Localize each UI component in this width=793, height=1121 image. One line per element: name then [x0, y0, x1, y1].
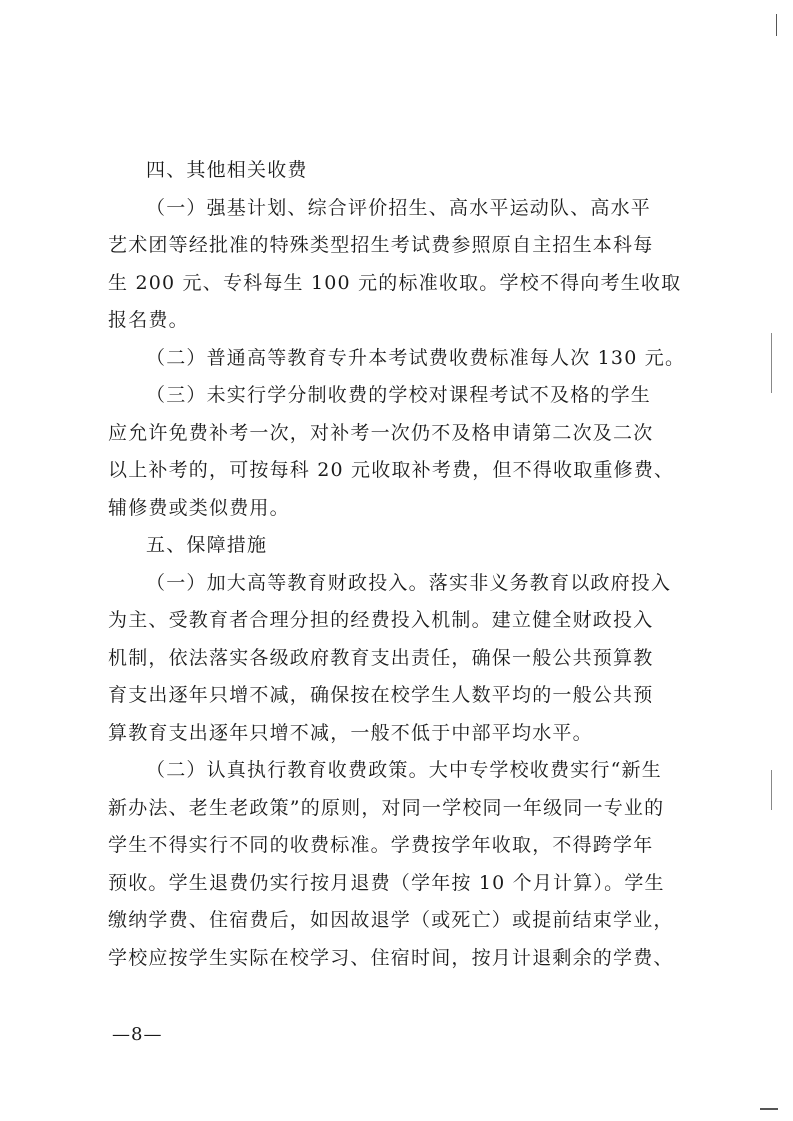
paragraph-line: 育支出逐年只增不减，确保按在校学生人数平均的一般公共预 [108, 684, 654, 706]
paragraph-line: 艺术团等经批准的特殊类型招生考试费参照原自主招生本科每 [108, 234, 654, 256]
scan-artifact [760, 1108, 778, 1110]
paragraph-line: 缴纳学费、住宿费后，如因故退学（或死亡）或提前结束学业， [108, 909, 674, 931]
page-number: —8— [112, 1024, 163, 1045]
paragraph-line: 算教育支出逐年只增不减，一般不低于中部平均水平。 [108, 721, 593, 744]
scan-artifact [771, 333, 772, 393]
scan-artifact [776, 14, 777, 36]
paragraph-line: 新办法、老生老政策”的原则，对同一学校同一年级同一专业的 [108, 796, 665, 819]
section-heading: 四、其他相关收费 [146, 159, 308, 181]
paragraph-line: （二）普通高等教育专升本考试费收费标准每人次 130 元。 [146, 346, 686, 369]
paragraph-line: 辅修费或类似费用。 [108, 496, 290, 519]
document-body [108, 158, 688, 983]
paragraph-line: 预收。学生退费仍实行按月退费（学年按 10 个月计算）。学生 [108, 871, 665, 894]
paragraph-line: 为主、受教育者合理分担的经费投入机制。建立健全财政投入 [108, 609, 654, 631]
paragraph-line: 报名费。 [108, 309, 189, 331]
paragraph-line: （三）未实行学分制收费的学校对课程考试不及格的学生 [146, 384, 652, 406]
paragraph-line: 机制，依法落实各级政府教育支出责任，确保一般公共预算教 [108, 646, 654, 669]
paragraph-line: 以上补考的，可按每科 20 元收取补考费，但不得收取重修费、 [108, 459, 675, 481]
paragraph-line: （一）加大高等教育财政投入。落实非义务教育以政府投入 [146, 571, 672, 594]
paragraph-line: 学生不得实行不同的收费标准。学费按学年收取，不得跨学年 [108, 834, 654, 856]
paragraph-line: 学校应按学生实际在校学习、住宿时间，按月计退剩余的学费、 [108, 946, 674, 969]
paragraph-line: （一）强基计划、综合评价招生、高水平运动队、高水平 [146, 196, 652, 219]
section-heading: 五、保障措施 [146, 534, 268, 556]
paragraph-line: 生 200 元、专科每生 100 元的标准收取。学校不得向考生收取 [108, 271, 682, 294]
paragraph-line: （二）认真执行教育收费政策。大中专学校收费实行“新生 [146, 759, 662, 781]
scan-artifact [771, 770, 772, 810]
paragraph-line: 应允许免费补考一次，对补考一次仍不及格申请第二次及二次 [108, 421, 654, 444]
